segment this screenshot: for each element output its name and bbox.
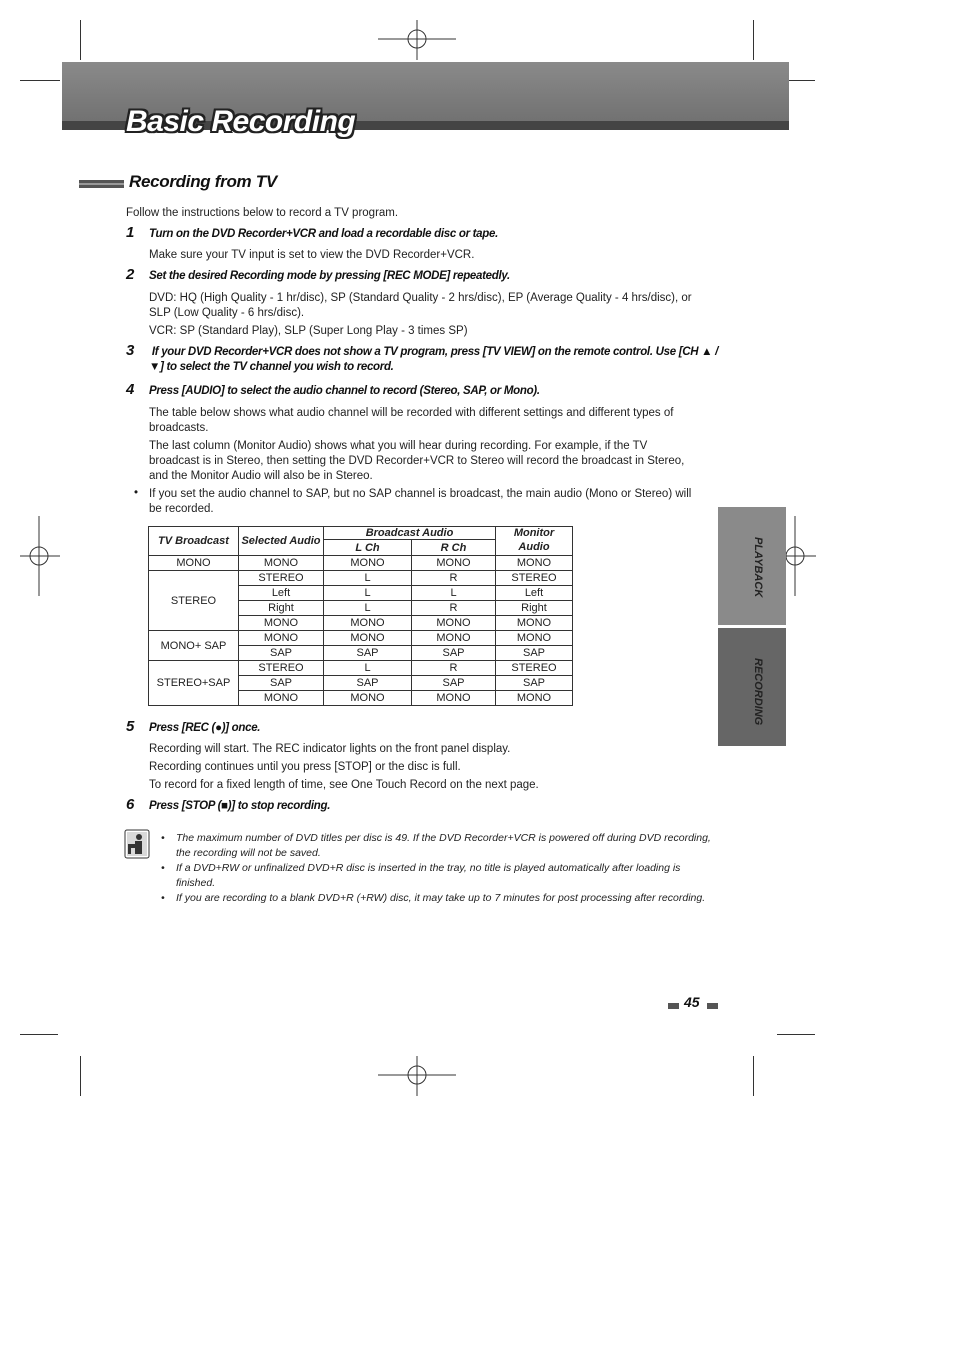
side-tab-recording-label: RECORDING (752, 658, 764, 726)
page-title: Basic Recording (126, 105, 356, 138)
cell-lch: MONO (324, 616, 412, 631)
registration-target-left (20, 516, 60, 596)
section-title: Recording from TV (129, 172, 277, 191)
cell-selected-audio: MONO (239, 691, 324, 706)
cell-tv-broadcast: MONO (149, 556, 239, 571)
intro-text: Follow the instructions below to record a TV program. (126, 207, 399, 219)
step-5-body-line: Recording will start. The REC indicator lights on the front panel display. (149, 743, 511, 755)
step-number-5: 5 (126, 718, 135, 735)
note-bullet: • (161, 862, 165, 874)
cell-selected-audio: MONO (239, 556, 324, 571)
page-number: 45 (684, 994, 700, 1010)
cell-lch: MONO (324, 631, 412, 646)
header-monitor: Monitor (496, 527, 573, 540)
cell-rch: L (412, 586, 496, 601)
step-4-body-line: and the Monitor Audio will also be in Stereo. (149, 470, 373, 482)
step-number-6: 6 (126, 796, 135, 813)
side-tab-playback-label: PLAYBACK (752, 537, 764, 598)
cell-lch: L (324, 586, 412, 601)
step-3-title-line: If your DVD Recorder+VCR does not show a TV program, press [TV VIEW] on the remote control. Use [CH ▲ / (149, 346, 719, 358)
cell-selected-audio: STEREO (239, 661, 324, 676)
cell-selected-audio: SAP (239, 676, 324, 691)
cell-selected-audio: STEREO (239, 571, 324, 586)
cell-rch: MONO (412, 616, 496, 631)
table-row (149, 556, 573, 571)
note-line: finished. (176, 877, 216, 889)
note-line: If you are recording to a blank DVD+R (+RW) disc, it may take up to 7 minutes for post processing after recording. (176, 892, 706, 904)
cell-monitor-audio: Right (496, 601, 573, 616)
step-number-4: 4 (126, 381, 135, 398)
cell-lch: L (324, 661, 412, 676)
step-4-body-line: The last column (Monitor Audio) shows what you will hear during recording. For example, if the TV (149, 440, 648, 452)
cell-rch: MONO (412, 556, 496, 571)
cell-tv-broadcast: MONO+ SAP (149, 631, 239, 661)
step-2-title: Set the desired Recording mode by pressing [REC MODE] repeatedly. (149, 270, 510, 282)
step-4-body-line: broadcast is in Stereo, then setting the DVD Recorder+VCR to Stereo will record the broadcast in Stereo, (149, 455, 685, 467)
step-4-bullet-line: be recorded. (149, 503, 214, 515)
cell-monitor-audio: Left (496, 586, 573, 601)
table-row (149, 571, 573, 586)
bullet-dot: • (134, 487, 139, 499)
section-bar (79, 180, 124, 188)
cell-rch: SAP (412, 646, 496, 661)
step-6-title: Press [STOP (■)] to stop recording. (149, 800, 331, 812)
note-bullet: • (161, 892, 165, 904)
cell-monitor-audio: STEREO (496, 661, 573, 676)
step-number-1: 1 (126, 224, 135, 241)
page-number-marker (668, 1003, 679, 1009)
header-selected-audio: Selected Audio (239, 527, 324, 556)
cell-lch: SAP (324, 676, 412, 691)
step-4-title: Press [AUDIO] to select the audio channel to record (Stereo, SAP, or Mono). (149, 385, 540, 397)
step-1-title: Turn on the DVD Recorder+VCR and load a recordable disc or tape. (149, 228, 498, 240)
registration-target-bottom (378, 1056, 456, 1096)
note-bullet: • (161, 832, 165, 844)
header-lch: L Ch (324, 540, 412, 556)
step-4-bullet-line: If you set the audio channel to SAP, but no SAP channel is broadcast, the main audio (Mono or Stereo) will (149, 488, 692, 500)
cell-tv-broadcast: STEREO (149, 571, 239, 631)
table-row (149, 661, 573, 676)
table-row (149, 631, 573, 646)
side-tab-recording[interactable] (718, 628, 786, 746)
table-body (149, 556, 573, 706)
header-broadcast-audio: Broadcast Audio (324, 527, 496, 540)
cell-lch: MONO (324, 691, 412, 706)
step-5-body-line: To record for a fixed length of time, see One Touch Record on the next page. (149, 779, 539, 791)
note-line: If a DVD+RW or unfinalized DVD+R disc is inserted in the tray, no title is played automatically after loading is (176, 862, 681, 874)
cell-selected-audio: Right (239, 601, 324, 616)
step-2-body-line: DVD: HQ (High Quality - 1 hr/disc), SP (Standard Quality - 2 hrs/disc), EP (Average Quality - 4 hrs/disc), or (149, 292, 692, 304)
cell-monitor-audio: SAP (496, 646, 573, 661)
header-tv-broadcast: TV Broadcast (149, 527, 239, 556)
step-number-2: 2 (126, 266, 135, 283)
cell-selected-audio: Left (239, 586, 324, 601)
cell-monitor-audio: MONO (496, 631, 573, 646)
cell-lch: MONO (324, 556, 412, 571)
cell-monitor-audio: SAP (496, 676, 573, 691)
info-note-icon (124, 829, 150, 859)
cell-selected-audio: MONO (239, 616, 324, 631)
cell-tv-broadcast: STEREO+SAP (149, 661, 239, 706)
note-line: The maximum number of DVD titles per disc is 49. If the DVD Recorder+VCR is powered off during DVD recording, (176, 832, 711, 844)
page-number-marker (707, 1003, 718, 1009)
cell-rch: R (412, 571, 496, 586)
cell-monitor-audio: MONO (496, 556, 573, 571)
cell-monitor-audio: MONO (496, 616, 573, 631)
side-tab-playback[interactable] (718, 507, 786, 625)
audio-channel-table (148, 526, 573, 706)
registration-target-top (378, 20, 456, 60)
note-line: the recording will not be saved. (176, 847, 321, 859)
cell-rch: R (412, 661, 496, 676)
step-5-body-line: Recording continues until you press [STOP] or the disc is full. (149, 761, 461, 773)
cell-rch: MONO (412, 691, 496, 706)
cell-selected-audio: MONO (239, 631, 324, 646)
cell-lch: SAP (324, 646, 412, 661)
step-2-body-line: SLP (Low Quality - 6 hrs/disc). (149, 307, 305, 319)
cell-rch: R (412, 601, 496, 616)
cell-monitor-audio: MONO (496, 691, 573, 706)
step-3-title-line: ▼] to select the TV channel you wish to record. (149, 361, 394, 373)
step-5-title: Press [REC (●)] once. (149, 722, 261, 734)
header-rch: R Ch (412, 540, 496, 556)
cell-monitor-audio: STEREO (496, 571, 573, 586)
cell-selected-audio: SAP (239, 646, 324, 661)
step-1-body: Make sure your TV input is set to view the DVD Recorder+VCR. (149, 249, 475, 261)
cell-lch: L (324, 571, 412, 586)
step-2-body-line: VCR: SP (Standard Play), SLP (Super Long Play - 3 times SP) (149, 325, 468, 337)
step-number-3: 3 (126, 342, 135, 359)
cell-lch: L (324, 601, 412, 616)
header-monitor-audio: Audio (496, 540, 573, 556)
step-4-body-line: broadcasts. (149, 422, 209, 434)
step-4-body-line: The table below shows what audio channel will be recorded with different settings and different types of (149, 407, 674, 419)
cell-rch: MONO (412, 631, 496, 646)
cell-rch: SAP (412, 676, 496, 691)
